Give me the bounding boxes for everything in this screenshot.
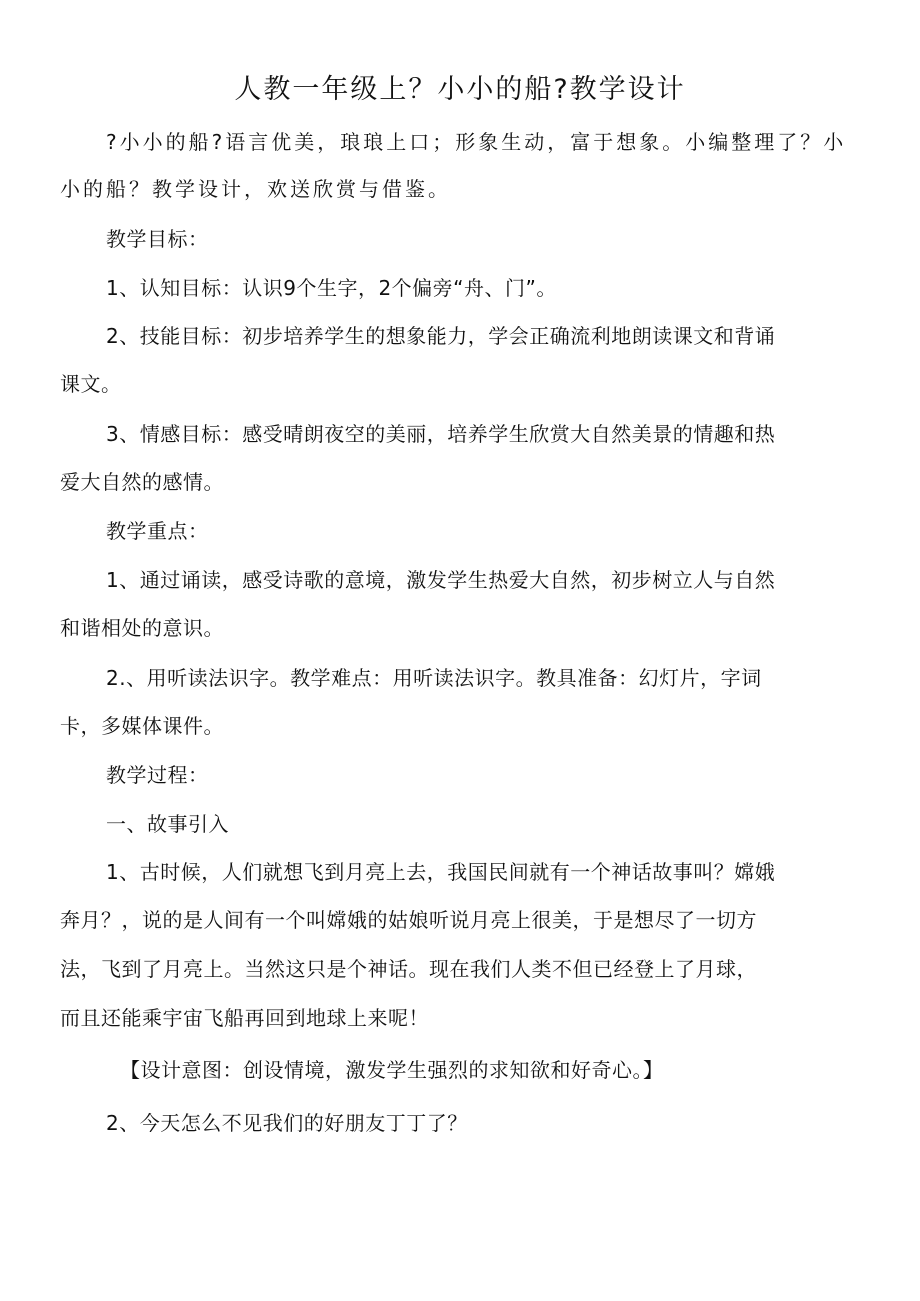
intro-line-2: 小的船？教学设计，欢送欣赏与借鉴。 xyxy=(60,177,451,201)
objective-2-line-1: 2、技能目标：初步培养学生的想象能力，学会正确流利地朗读课文和背诵 xyxy=(106,324,776,348)
process-heading: 教学过程： xyxy=(106,763,209,787)
document-title: 人教一年级上？小小的船?教学设计 xyxy=(234,74,686,105)
design-intent-note: 【设计意图：创设情境，激发学生强烈的求知欲和好奇心。】 xyxy=(120,1058,664,1082)
step-1-line-1: 1、古时候，人们就想飞到月亮上去，我国民间就有一个神话故事叫？嫦娥 xyxy=(106,860,776,884)
keypoints-heading: 教学重点： xyxy=(106,519,209,543)
step-1-line-2: 奔月？，说的是人间有一个叫嫦娥的姑娘听说月亮上很美，于是想尽了一切方 xyxy=(60,908,757,932)
keypoint-1-line-1: 1、通过诵读，感受诗歌的意境，激发学生热爱大自然，初步树立人与自然 xyxy=(106,568,776,592)
keypoint-2-line-2: 卡，多媒体课件。 xyxy=(60,714,224,738)
objective-2-line-2: 课文。 xyxy=(60,372,122,396)
objective-1: 1、认知目标：认识9个生字，2个偏旁“舟、门”。 xyxy=(106,276,557,300)
objectives-heading: 教学目标： xyxy=(106,227,209,251)
step-1-line-3: 法，飞到了月亮上。当然这只是个神话。现在我们人类不但已经登上了月球， xyxy=(60,957,757,981)
keypoint-2-line-1: 2.、用听读法识字。教学难点：用听读法识字。教具准备：幻灯片，字词 xyxy=(106,666,762,690)
step-2: 2、今天怎么不见我们的好朋友丁丁了？ xyxy=(106,1111,468,1135)
step-1-line-4: 而且还能乘宇宙飞船再回到地球上来呢！ xyxy=(60,1006,429,1030)
section-1-heading: 一、故事引入 xyxy=(106,812,229,836)
intro-line-1: ?小小的船?语言优美，琅琅上口；形象生动，富于想象。小编整理了？小 xyxy=(106,130,847,154)
keypoint-1-line-2: 和谐相处的意识。 xyxy=(60,616,224,640)
objective-3-line-2: 爱大自然的感情。 xyxy=(60,470,224,494)
objective-3-line-1: 3、情感目标：感受晴朗夜空的美丽，培养学生欣赏大自然美景的情趣和热 xyxy=(106,422,776,446)
